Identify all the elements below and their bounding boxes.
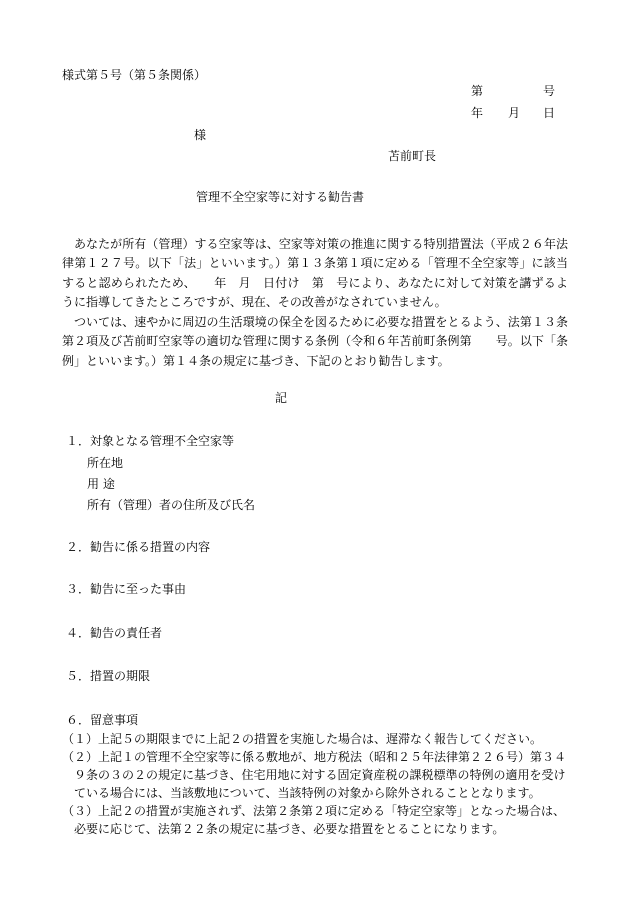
body-paragraph-2-text: ついては、速やかに周辺の生活環境の保全を図るために必要な措置をとるよう、法第１３条第２項及び苫前町空家等の適切な管理に関する条例（令和６年苫前町条例第 号。以下「条例」といいます。）第１４条の規定に基づき、下記のとおり勧告します。: [62, 315, 568, 368]
document-title: 管理不全空家等に対する勧告書: [196, 190, 365, 204]
section-1-use-label: 用 途: [87, 477, 115, 491]
note-2-line-1: （２）上記１の管理不全空家等に係る敷地が、地方税法（昭和２５年法律第２２６号）第３４: [62, 750, 567, 764]
note-2-line-3: ている場合には、当該敷地について、当該特例の対象から除外されることとなります。: [74, 786, 541, 800]
date-month: 月: [508, 106, 521, 120]
section-6-heading: ６．留意事項: [66, 713, 139, 727]
ki-heading: 記: [275, 391, 288, 405]
body-paragraph-2: [62, 313, 568, 371]
addressee-suffix: 様: [194, 128, 207, 142]
note-3-line-2: 必要に応じて、法第２２条の規定に基づき、必要な措置をとることになります。: [74, 822, 505, 836]
section-1-location-label: 所在地: [87, 456, 124, 470]
section-1-heading: １．対象となる管理不全空家等: [66, 434, 235, 448]
date-day: 日: [543, 106, 556, 120]
note-2-line-2: ９条の３の２の規定に基づき、住宅用地に対する固定資産税の課税標準の特例の適用を受け: [74, 768, 566, 782]
body-paragraph-1: [62, 235, 568, 312]
date-year: 年: [471, 106, 484, 120]
section-4-heading: ４．勧告の責任者: [66, 626, 163, 640]
note-3-line-1: （３）上記２の措置が実施されず、法第２条第２項に定める「特定空家等」となった場合は、: [62, 804, 566, 818]
number-prefix: 第: [471, 84, 484, 98]
form-label: 様式第５号（第５条関係）: [62, 68, 207, 82]
section-2-heading: ２．勧告に係る措置の内容: [66, 540, 211, 554]
issuer: 苫前町長: [388, 149, 437, 163]
section-3-heading: ３．勧告に至った事由: [66, 582, 187, 596]
section-1-owner-label: 所有（管理）者の住所及び氏名: [87, 498, 256, 512]
note-1: （１）上記５の期限までに上記２の措置を実施した場合は、遅滞なく報告してください。: [62, 732, 543, 746]
number-suffix: 号: [543, 84, 556, 98]
section-5-heading: ５．措置の期限: [66, 669, 151, 683]
body-paragraph-1-text: あなたが所有（管理）する空家等は、空家等対策の推進に関する特別措置法（平成２６年法律第１２７号。以下「法」といいます。）第１３条第１項に定める「管理不全空家等」に該当すると認められたため、 年 月 日付け 第 号により、あなたに対して対策を講ずるように指導してきたところですが、現在、その改善がなされていません。: [62, 237, 568, 309]
